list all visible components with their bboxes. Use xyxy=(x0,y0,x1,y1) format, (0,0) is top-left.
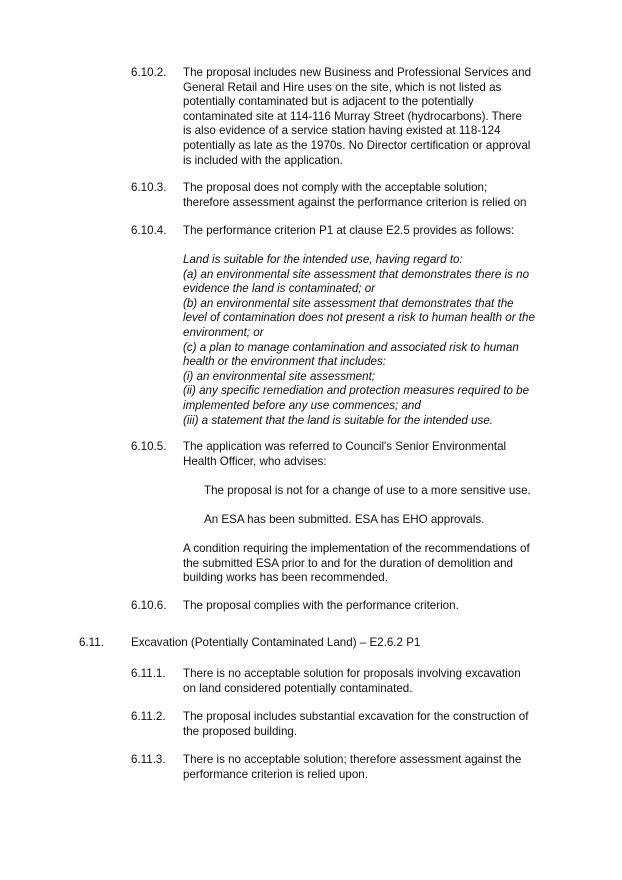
text-line: the proposed building. xyxy=(183,724,298,738)
quote-line: (ii) any specific remediation and protection measures required to be xyxy=(183,384,530,398)
clause-text-6-11-1 xyxy=(183,667,578,696)
text-line: General Retail and Hire uses on the site, which is not listed as xyxy=(183,80,502,94)
clause-text-6-10-4 xyxy=(183,224,578,239)
text-line: The proposal does not comply with the acceptable solution; xyxy=(183,181,488,194)
quote-line: (i) an environmental site assessment; xyxy=(183,369,376,383)
text-line: A condition requiring the implementation of the recommendations of xyxy=(183,542,530,555)
section-number-6-11: 6.11. xyxy=(79,636,104,649)
clause-number-6-10-3: 6.10.3. xyxy=(131,181,167,194)
text-line: building works has been recommended. xyxy=(183,571,388,585)
performance-criterion-quote xyxy=(183,253,578,428)
clause-number-6-10-4: 6.10.4. xyxy=(131,224,167,237)
text-line: The proposal includes new Business and Professional Services and xyxy=(183,66,532,79)
clause-text-6-11-3 xyxy=(183,753,578,782)
clause-number-6-11-3: 6.11.3. xyxy=(131,753,166,766)
text-line: There is no acceptable solution; therefore assessment against the xyxy=(183,753,522,766)
text-line: The proposal complies with the performance criterion. xyxy=(183,599,459,612)
quote-line: (iii) a statement that the land is suitable for the intended use. xyxy=(183,413,493,427)
quote-line: health or the environment that includes: xyxy=(183,355,387,369)
clause-number-6-10-6: 6.10.6. xyxy=(131,599,167,612)
text-line: on land considered potentially contaminated. xyxy=(183,681,413,695)
text-line: performance criterion is relied upon. xyxy=(183,767,368,781)
section-title-6-11: Excavation (Potentially Contaminated Land) – E2.6.2 P1 xyxy=(131,636,421,649)
quote-line: (b) an environmental site assessment that demonstrates that the xyxy=(183,296,514,310)
advice-line: An ESA has been submitted. ESA has EHO approvals. xyxy=(204,513,485,526)
quote-line: Land is suitable for the intended use, having regard to: xyxy=(183,253,463,266)
clause-text-6-10-3 xyxy=(183,181,578,210)
quote-line: (a) an environmental site assessment that demonstrates there is no xyxy=(183,267,530,281)
clause-number-6-11-1: 6.11.1. xyxy=(131,667,166,680)
quote-line: environment; or xyxy=(183,325,264,339)
text-line: Health Officer, who advises: xyxy=(183,454,327,468)
text-line: the submitted ESA prior to and for the duration of demolition and xyxy=(183,556,513,570)
eho-advice-2 xyxy=(204,513,584,528)
clause-number-6-11-2: 6.11.2. xyxy=(131,710,166,723)
clause-text-6-11-2 xyxy=(183,710,578,739)
clause-number-6-10-2: 6.10.2. xyxy=(131,66,167,79)
text-line: The application was referred to Council's Senior Environmental xyxy=(183,440,507,453)
text-line: potentially as late as the 1970s. No Director certification or approval xyxy=(183,138,531,152)
clause-text-6-10-6 xyxy=(183,599,578,614)
text-line: is also evidence of a service station having existed at 118-124 xyxy=(183,124,501,138)
text-line: therefore assessment against the performance criterion is relied on xyxy=(183,195,527,209)
advice-line: The proposal is not for a change of use to a more sensitive use. xyxy=(204,484,531,497)
eho-advice-1 xyxy=(204,484,584,499)
text-line: The proposal includes substantial excavation for the construction of xyxy=(183,710,529,723)
quote-line: evidence the land is contaminated; or xyxy=(183,282,376,296)
quote-line: implemented before any use commences; and xyxy=(183,398,421,412)
quote-line: (c) a plan to manage contamination and associated risk to human xyxy=(183,340,519,354)
text-line: potentially contaminated but is adjacent to the potentially xyxy=(183,95,474,109)
clause-number-6-10-5: 6.10.5. xyxy=(131,440,167,453)
text-line: There is no acceptable solution for proposals involving excavation xyxy=(183,667,521,680)
text-line: is included with the application. xyxy=(183,153,343,167)
text-line: contaminated site at 114-116 Murray Street (hydrocarbons). There xyxy=(183,109,522,123)
quote-line: level of contamination does not present a risk to human health or the xyxy=(183,311,535,325)
clause-text-6-10-5 xyxy=(183,440,578,469)
text-line: The performance criterion P1 at clause E2.5 provides as follows: xyxy=(183,224,515,237)
condition-text xyxy=(183,542,578,586)
clause-text-6-10-2 xyxy=(183,66,578,168)
